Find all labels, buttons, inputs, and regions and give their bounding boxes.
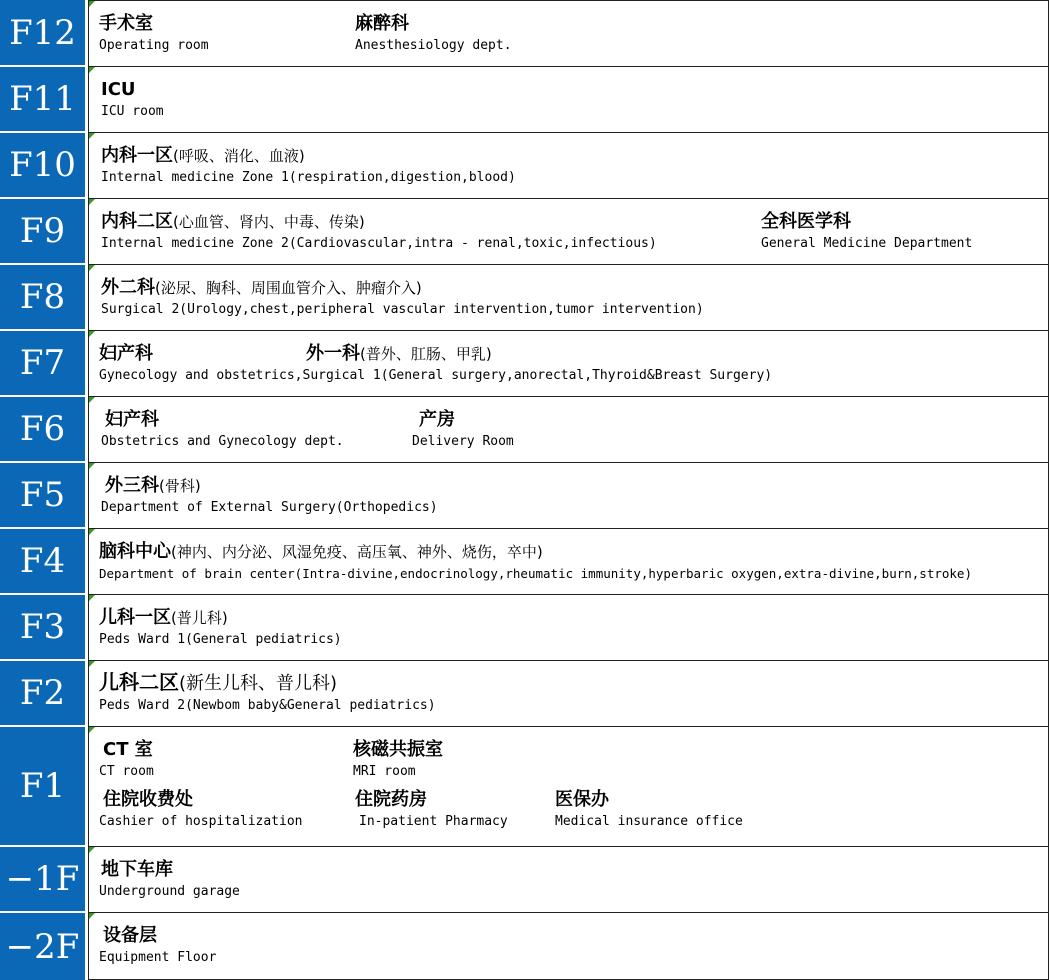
corner-mark: [89, 133, 95, 139]
corner-mark: [89, 661, 95, 667]
floor-label: F11: [0, 67, 85, 133]
corner-mark: [89, 463, 95, 469]
floor-info: [88, 661, 1049, 727]
dept-en: Department of brain center(Intra-divine,endocrinology,rheumatic immunity,hyperbaric oxygen,extra-divine,burn,stroke): [99, 566, 972, 581]
corner-mark: [89, 199, 95, 205]
floor-info: [88, 133, 1049, 199]
dept-cn: 外一科: [306, 343, 360, 364]
dept-cn: 妇产科: [99, 343, 153, 364]
dept-cn: 地下车库: [101, 859, 173, 880]
floor-label: −2F: [0, 913, 85, 980]
corner-mark: [89, 331, 95, 337]
floor-row-b1: [0, 847, 1051, 913]
floor-label: F9: [0, 199, 85, 265]
floor-info: [88, 847, 1049, 913]
floor-label: F12: [0, 0, 85, 67]
dept-surgical-1: [306, 343, 492, 365]
dept-note: (泌尿、胸科、周围血管介入、肿瘤介入): [155, 279, 422, 297]
dept-note: (呼吸、消化、血液): [173, 147, 305, 165]
floor-info: [88, 463, 1049, 529]
dept-cn: 核磁共振室: [353, 739, 443, 760]
floor-label: F5: [0, 463, 85, 529]
dept-peds-ward-2: [99, 671, 436, 715]
dept-cn: 脑科中心: [99, 541, 171, 562]
dept-en: Department of External Surgery(Orthopedics): [101, 500, 438, 515]
floor-info: [88, 727, 1049, 847]
dept-cn: 医保办: [555, 789, 609, 810]
dept-cn: 手术室: [99, 13, 153, 34]
dept-medical-insurance: [555, 789, 743, 831]
dept-note: (神内、内分泌、风湿免疫、高压氧、神外、烧伤，卒中): [171, 543, 543, 561]
dept-general-medicine: [761, 211, 972, 253]
dept-peds-ward-1: [99, 607, 342, 649]
floor-info: [88, 0, 1049, 67]
dept-en: Operating room: [99, 38, 209, 53]
dept-cn: 产房: [419, 409, 455, 430]
dept-en: In-patient Pharmacy: [359, 814, 508, 829]
dept-surgical-2: [101, 277, 704, 319]
dept-cn: CT 室: [103, 739, 153, 760]
floor-row-f5: [0, 463, 1051, 529]
dept-en: General Medicine Department: [761, 236, 973, 251]
floor-info: [88, 529, 1049, 595]
dept-en: Gynecology and obstetrics,Surgical 1(General surgery,anorectal,Thyroid&Breast Surgery): [99, 368, 773, 383]
dept-note: (普儿科): [171, 609, 228, 627]
dept-note: (新生儿科、普儿科): [179, 673, 338, 694]
dept-note: (骨科): [159, 477, 201, 495]
floor-info: [88, 595, 1049, 661]
floor-label: F8: [0, 265, 85, 331]
floor-row-f10: [0, 133, 1051, 199]
dept-cn: 内科一区: [101, 145, 173, 166]
dept-delivery-room: [412, 409, 514, 451]
floor-label: F2: [0, 661, 85, 727]
corner-mark: [89, 595, 95, 601]
dept-mri-room: [353, 739, 443, 781]
corner-mark: [89, 67, 95, 73]
floor-label: F3: [0, 595, 85, 661]
floor-row-f12: [0, 0, 1051, 67]
floor-row-f11: [0, 67, 1051, 133]
floor-row-f3: [0, 595, 1051, 661]
dept-pharmacy: [355, 789, 508, 831]
dept-cn: 儿科一区: [99, 607, 171, 628]
corner-mark: [89, 847, 95, 853]
floor-label: F6: [0, 397, 85, 463]
floor-row-f7: [0, 331, 1051, 397]
dept-en: Underground garage: [99, 884, 240, 899]
corner-mark: [89, 1, 95, 7]
floor-row-f2: [0, 661, 1051, 727]
floor-info: [88, 397, 1049, 463]
dept-surgical-3: [101, 475, 438, 517]
dept-en: Peds Ward 1(General pediatrics): [99, 632, 342, 647]
corner-mark: [89, 265, 95, 271]
floor-label: F4: [0, 529, 85, 595]
dept-cn: 外三科: [105, 475, 159, 496]
dept-en: Obstetrics and Gynecology dept.: [101, 434, 344, 449]
floor-info: [88, 913, 1049, 980]
dept-cn: 妇产科: [105, 409, 159, 430]
dept-cn: ICU: [101, 79, 136, 100]
dept-cn: 儿科二区: [99, 670, 179, 694]
dept-cn: 住院收费处: [103, 789, 193, 810]
floor-row-f1: [0, 727, 1051, 847]
dept-en: Surgical 2(Urology,chest,peripheral vascular intervention,tumor intervention): [101, 302, 704, 317]
dept-en: Anesthesiology dept.: [355, 38, 512, 53]
floor-info: [88, 265, 1049, 331]
dept-operating-room: [99, 13, 209, 55]
corner-mark: [89, 397, 95, 403]
dept-en: ICU room: [101, 104, 164, 119]
dept-en: CT room: [99, 764, 154, 779]
dept-cn: 麻醉科: [355, 13, 409, 34]
floor-row-b2: [0, 913, 1051, 980]
dept-internal-medicine-1: [101, 145, 516, 187]
dept-en: Medical insurance office: [555, 814, 743, 829]
dept-en: Peds Ward 2(Newbom baby&General pediatrics): [99, 698, 436, 713]
dept-cashier: [99, 789, 303, 831]
floor-row-f8: [0, 265, 1051, 331]
corner-mark: [89, 529, 95, 535]
floor-label: F7: [0, 331, 85, 397]
dept-en: Cashier of hospitalization: [99, 814, 303, 829]
dept-ct-room: [99, 739, 154, 781]
dept-internal-medicine-2: [101, 211, 657, 253]
floor-info: [88, 67, 1049, 133]
dept-cn: 内科二区: [101, 211, 173, 232]
floor-row-f9: [0, 199, 1051, 265]
floor-row-f6: [0, 397, 1051, 463]
dept-obstetrics: [101, 409, 344, 451]
dept-en: Internal medicine Zone 1(respiration,digestion,blood): [101, 170, 516, 185]
corner-mark: [89, 727, 95, 733]
dept-en: Equipment Floor: [99, 950, 217, 965]
dept-cn: 全科医学科: [761, 211, 851, 232]
dept-note: (心血管、肾内、中毒、传染): [173, 213, 365, 231]
dept-underground-garage: [99, 859, 240, 901]
dept-cn: 住院药房: [355, 789, 427, 810]
dept-equipment-floor: [99, 925, 216, 967]
dept-en: MRI room: [353, 764, 416, 779]
floor-row-f4: [0, 529, 1051, 595]
dept-en: Delivery Room: [412, 434, 514, 449]
dept-icu: [101, 79, 164, 121]
dept-brain-center: [99, 541, 972, 583]
dept-note: (普外、肛肠、甲乳): [360, 345, 492, 363]
dept-en: Internal medicine Zone 2(Cardiovascular,intra - renal,toxic,infectious): [101, 236, 657, 251]
dept-cn: 设备层: [103, 925, 157, 946]
floor-info: [88, 199, 1049, 265]
floor-info: [88, 331, 1049, 397]
dept-cn: 外二科: [101, 277, 155, 298]
floor-label: F1: [0, 727, 85, 847]
corner-mark: [89, 913, 95, 919]
dept-anesthesiology: [355, 13, 512, 55]
floor-label: F10: [0, 133, 85, 199]
floor-label: −1F: [0, 847, 85, 913]
